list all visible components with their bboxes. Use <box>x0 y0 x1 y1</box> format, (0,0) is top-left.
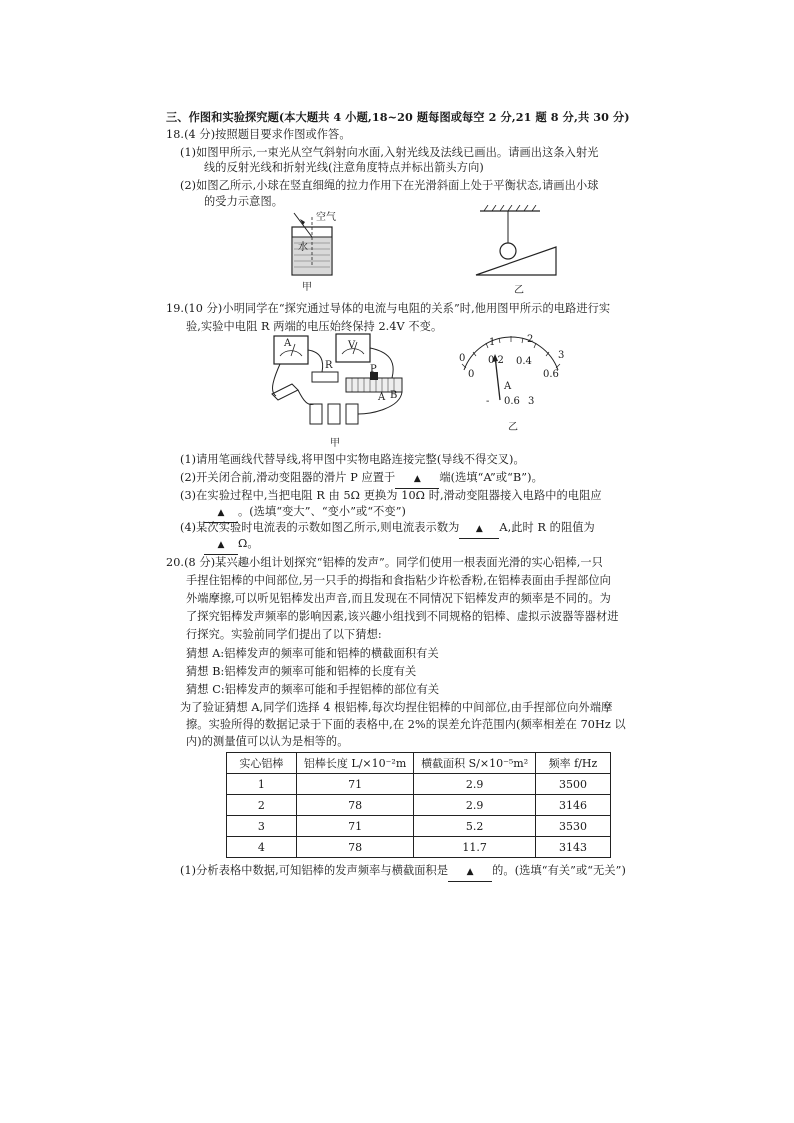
q18-part1-line2: 线的反射光线和折射光线(注意角度特点并标出箭头方向) <box>204 161 484 174</box>
answer-blank-20-1[interactable]: ▲ <box>466 867 474 877</box>
q20-verify-line2: 擦。实验所得的数据记录于下面的表格中,在 2%的误差允许范围内(频率相差在 70Hz 以 <box>186 718 626 731</box>
table-cell: 3143 <box>535 837 610 858</box>
table-cell: 78 <box>296 837 414 858</box>
dial-top-2: 2 <box>527 334 534 345</box>
q20-line1: 20.(8 分)某兴趣小组计划探究“铝棒的发声”。同学们使用一根表面光滑的实心铝棒,一只 <box>166 556 603 569</box>
label-end-b: B <box>390 390 398 401</box>
table-cell: 2 <box>227 795 297 816</box>
dial-unit: A <box>504 381 512 392</box>
table-cell: 2.9 <box>414 774 536 795</box>
terminal-0.6: 0.6 <box>504 396 520 407</box>
q20-sub1: (1)分析表格中数据,可知铝棒的发声频率与横截面积是 ▲ 的。(选填“有关”或“无关”) <box>180 862 626 882</box>
label-resistor: R <box>325 360 333 371</box>
label-ammeter: A <box>284 338 292 349</box>
table-header: 横截面积 S/×10⁻⁵m² <box>414 753 536 774</box>
label-slider-p: P <box>370 364 377 375</box>
table-header: 频率 f/Hz <box>535 753 610 774</box>
dial-bottom-0.4: 0.4 <box>516 356 532 367</box>
terminal-negative: - <box>486 396 490 407</box>
q19-sub3-line1: (3)在实验过程中,当把电阻 R 由 5Ω 更换为 10Ω 时,滑动变阻器接入电路中的电阻应 <box>180 489 602 502</box>
dial-bottom-0.6: 0.6 <box>543 369 559 380</box>
caption-figure-yi-18: 乙 <box>514 285 524 296</box>
q20-guess-b: 猜想 B:铝棒发声的频率可能和铝棒的长度有关 <box>186 665 417 678</box>
label-air: 空气 <box>316 212 336 223</box>
table-header-row <box>227 753 611 774</box>
q20-line3: 外端摩擦,可以听见铝棒发出声音,而且发现在不同情况下铝棒发声的频率是不同的。为 <box>186 592 611 605</box>
q19-sub1: (1)请用笔画线代替导线,将甲图中实物电路连接完整(导线不得交叉)。 <box>180 453 525 466</box>
q18-part1-line1: (1)如图甲所示,一束光从空气斜射向水面,入射光线及法线已画出。请画出这条入射光 <box>180 146 599 159</box>
answer-blank-19-3[interactable]: ▲ <box>217 508 225 518</box>
q19-line2: 验,实验中电阻 R 两端的电压始终保持 2.4V 不变。 <box>186 320 443 333</box>
q20-guess-a: 猜想 A:铝棒发声的频率可能和铝棒的横截面积有关 <box>186 647 439 660</box>
dial-top-3: 3 <box>558 350 565 361</box>
q19-sub4-line1: (4)某次实验时电流表的示数如图乙所示,则电流表示数为 ▲ A,此时 R 的阻值为 <box>180 519 595 539</box>
q20-line4: 了探究铝棒发声频率的影响因素,该兴趣小组找到不同规格的铝棒、虚拟示波器等器材进 <box>186 610 619 623</box>
q18-heading: 18.(4 分)按照题目要求作图或作答。 <box>166 128 351 141</box>
dial-top-0: 0 <box>459 353 466 364</box>
q20-verify-line3: 内)的测量值可以认为是相等的。 <box>186 735 349 748</box>
table-header: 铝棒长度 L/×10⁻²m <box>296 753 414 774</box>
q19-sub4-line2: ▲ Ω。 <box>204 535 259 555</box>
table-cell: 5.2 <box>414 816 536 837</box>
table-cell: 4 <box>227 837 297 858</box>
q20-line5: 行探究。实验前同学们提出了以下猜想: <box>186 628 382 641</box>
table-cell: 3146 <box>535 795 610 816</box>
table-row <box>227 816 611 837</box>
table-cell: 11.7 <box>414 837 536 858</box>
caption-figure-jia-18: 甲 <box>302 282 312 293</box>
q18-part2-line2: 的受力示意图。 <box>204 195 284 208</box>
label-end-a: A <box>378 392 386 403</box>
answer-blank-19-2[interactable]: ▲ <box>413 474 421 484</box>
table-row <box>227 774 611 795</box>
table-cell: 71 <box>296 816 414 837</box>
answer-blank-19-4a[interactable]: ▲ <box>475 524 483 534</box>
q20-line2: 手捏住铝棒的中间部位,另一只手的拇指和食指粘少许松香粉,在铝棒表面由手捏部位向 <box>186 574 611 587</box>
answer-blank-19-4b[interactable]: ▲ <box>217 540 225 550</box>
table-header: 实心铝棒 <box>227 753 297 774</box>
terminal-3: 3 <box>528 396 535 407</box>
table-cell: 3530 <box>535 816 610 837</box>
q18-part2-line1: (2)如图乙所示,小球在竖直细绳的拉力作用下在光滑斜面上处于平衡状态,请画出小球 <box>180 179 599 192</box>
q20-verify-line1: 为了验证猜想 A,同学们选择 4 根铝棒,每次均捏住铝棒的中间部位,由手捏部位向外端摩 <box>180 701 613 714</box>
table-row <box>227 837 611 858</box>
figure-ball-incline <box>470 205 570 287</box>
label-water: 水 <box>298 242 308 253</box>
caption-figure-yi-19: 乙 <box>508 422 518 433</box>
q19-heading: 19.(10 分)小明同学在“探究通过导体的电流与电阻的关系”时,他用图甲所示的电路进行实 <box>166 302 611 315</box>
table-cell: 78 <box>296 795 414 816</box>
table-cell: 3 <box>227 816 297 837</box>
label-voltmeter: V <box>348 340 356 351</box>
q19-sub3-line2: ▲ 。(选填“变大”、“变小”或“不变”) <box>204 503 406 523</box>
table-cell: 2.9 <box>414 795 536 816</box>
table-cell: 71 <box>296 774 414 795</box>
dial-top-1: 1 <box>489 337 496 348</box>
table-cell: 1 <box>227 774 297 795</box>
data-table <box>226 752 611 858</box>
section-title: 三、作图和实验探究题(本大题共 4 小题,18~20 题每图或每空 2 分,21 题 8 分,共 30 分) <box>166 110 630 124</box>
q19-sub2: (2)开关闭合前,滑动变阻器的滑片 P 应置于 ▲ 端(选填“A”或“B”)。 <box>180 469 543 489</box>
table-row <box>227 795 611 816</box>
q20-guess-c: 猜想 C:铝棒发声的频率可能和手捏铝棒的部位有关 <box>186 683 440 696</box>
table-cell: 3500 <box>535 774 610 795</box>
dial-bottom-0.2: 0.2 <box>488 355 504 366</box>
caption-figure-jia-19: 甲 <box>330 438 340 449</box>
dial-bottom-0: 0 <box>468 369 475 380</box>
